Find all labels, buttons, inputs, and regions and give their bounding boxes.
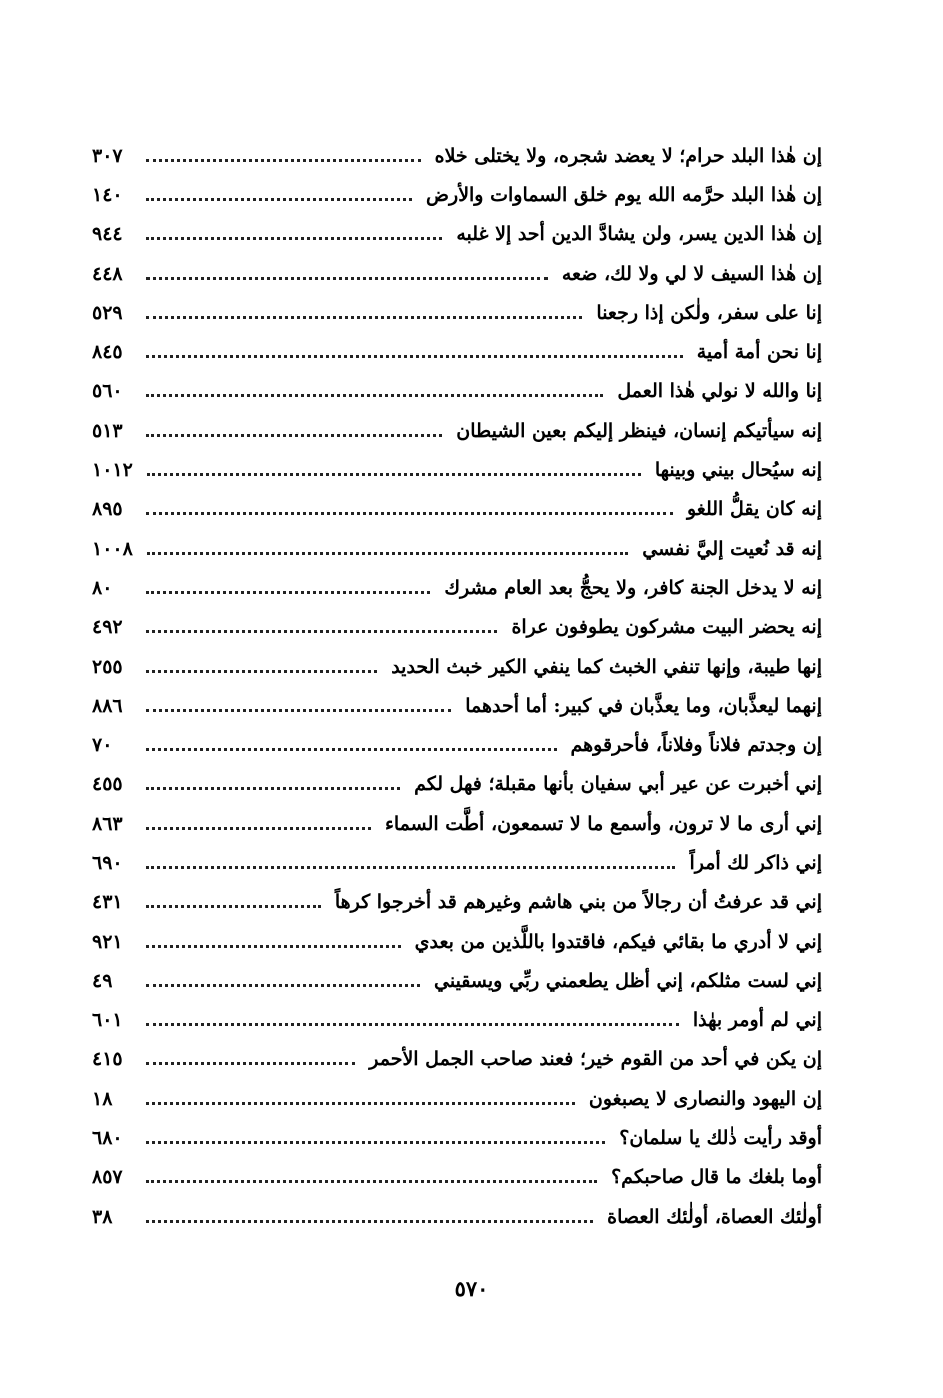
entry-page-ref: ٥٢٩	[92, 301, 123, 324]
entry-page-ref: ٦٩٠	[92, 851, 123, 874]
dot-leader	[146, 944, 401, 948]
dot-leader	[146, 747, 557, 751]
entry-page-ref: ٨٤٥	[92, 341, 123, 364]
entry-text: أوما بلغك ما قال صاحبكم؟	[611, 1166, 822, 1189]
index-entry	[92, 411, 822, 450]
index-entry	[92, 1118, 822, 1157]
dot-leader	[146, 393, 603, 397]
entry-text: إني لست مثلكم، إني أظل يطعمني ربِّي ويسقيني	[434, 969, 822, 992]
entry-text: أولٰئك العصاة، أولٰئك العصاة	[607, 1205, 822, 1228]
index-entry	[92, 1158, 822, 1197]
dot-leader	[146, 276, 548, 280]
dot-leader	[146, 354, 683, 358]
index-entry	[92, 372, 822, 411]
entry-page-ref: ٩٢١	[92, 930, 123, 953]
index-entry	[92, 883, 822, 922]
hadith-index-list	[92, 136, 822, 1236]
dot-leader	[146, 433, 442, 437]
entry-page-ref: ٢٥٥	[92, 655, 123, 678]
entry-page-ref: ٧٠	[92, 734, 113, 757]
dot-leader	[146, 826, 371, 830]
index-entry	[92, 1001, 822, 1040]
dot-leader	[146, 865, 675, 869]
dot-leader	[146, 511, 673, 515]
index-entry	[92, 686, 822, 725]
entry-text: إنه يحضر البيت مشركون يطوفون عراة	[511, 616, 822, 639]
entry-text: إنه قد نُعيت إليَّ نفسي	[642, 537, 822, 560]
index-entry	[92, 450, 822, 489]
index-entry	[92, 293, 822, 332]
dot-leader	[146, 1022, 679, 1026]
index-entry	[92, 529, 822, 568]
entry-page-ref: ٤٥٥	[92, 773, 123, 796]
entry-text: إنا نحن أمة أمية	[696, 341, 822, 364]
entry-text: إني قد عرفتُ أن رجالاً من بني هاشم وغيرهم قد أخرجوا كرهاً	[334, 891, 822, 914]
entry-text: إن يكن في أحد من القوم خير؛ فعند صاحب الجمل الأحمر	[369, 1048, 822, 1071]
page-number: ٥٧٠	[454, 1276, 489, 1301]
entry-page-ref: ٥٦٠	[92, 380, 123, 403]
entry-page-ref: ٨٨٦	[92, 694, 123, 717]
dot-leader	[146, 904, 321, 908]
index-entry	[92, 765, 822, 804]
dot-leader	[146, 1140, 605, 1144]
entry-text: إنه سيُحال بيني وبينها	[654, 459, 822, 482]
index-entry	[92, 725, 822, 764]
dot-leader	[146, 983, 420, 987]
index-entry	[92, 1079, 822, 1118]
index-entry	[92, 136, 822, 175]
dot-leader	[146, 1219, 593, 1223]
dot-leader	[146, 1061, 355, 1065]
entry-page-ref: ٣٠٧	[92, 144, 123, 167]
entry-text: إن هٰذا البلد حرام؛ لا يعضد شجره، ولا يختلى خلاه	[434, 144, 822, 167]
entry-text: إنه سيأتيكم إنسان، فينظر إليكم بعين الشيطان	[456, 419, 822, 442]
dot-leader	[146, 197, 412, 201]
entry-page-ref: ٣٨	[92, 1205, 113, 1228]
entry-text: إنا على سفر، ولٰكن إذا رجعنا	[596, 301, 822, 324]
index-entry	[92, 843, 822, 882]
entry-page-ref: ٤٩٢	[92, 616, 123, 639]
index-entry	[92, 647, 822, 686]
entry-text: إن هٰذا البلد حرَّمه الله يوم خلق السماوات والأرض	[426, 183, 822, 206]
entry-text: أوقد رأيت ذٰلك يا سلمان؟	[619, 1127, 822, 1150]
entry-text: إنهما ليعذَّبان، وما يعذَّبان في كبير: أما أحدهما	[465, 694, 822, 717]
dot-leader	[146, 786, 400, 790]
entry-text: إن هٰذا السيف لا لي ولا لك، ضعه	[561, 262, 822, 285]
entry-page-ref: ٤١٥	[92, 1048, 123, 1071]
entry-text: إني لم أومر بهٰذا	[692, 1009, 822, 1032]
entry-text: إنه كان يقلُّ اللغو	[686, 498, 822, 521]
dot-leader	[146, 669, 377, 673]
entry-page-ref: ٦٠١	[92, 1009, 123, 1032]
entry-page-ref: ٤٤٨	[92, 262, 123, 285]
index-entry	[92, 961, 822, 1000]
dot-leader	[146, 708, 451, 712]
dot-leader	[146, 629, 497, 633]
dot-leader	[147, 472, 641, 476]
entry-page-ref: ٥١٣	[92, 419, 123, 442]
index-entry	[92, 804, 822, 843]
index-entry	[92, 254, 822, 293]
index-entry	[92, 215, 822, 254]
entry-text: إني لا أدري ما بقائي فيكم، فاقتدوا باللَّذين من بعدي	[414, 930, 822, 953]
entry-page-ref: ١٠١٢	[92, 459, 133, 482]
entry-page-ref: ٨٦٣	[92, 812, 123, 835]
entry-text: إني أرى ما لا ترون، وأسمع ما لا تسمعون، أطَّت السماء	[384, 812, 822, 835]
dot-leader	[146, 1179, 597, 1183]
index-entry	[92, 922, 822, 961]
dot-leader	[146, 1101, 575, 1105]
entry-text: إني أخبرت عن عير أبي سفيان بأنها مقبلة؛ فهل لكم	[414, 773, 822, 796]
dot-leader	[146, 315, 582, 319]
entry-page-ref: ٨٠	[92, 576, 113, 599]
entry-page-ref: ١٠٠٨	[92, 537, 133, 560]
index-entry	[92, 608, 822, 647]
dot-leader	[147, 551, 628, 555]
index-entry	[92, 332, 822, 371]
index-entry	[92, 175, 822, 214]
entry-page-ref: ٩٤٤	[92, 223, 123, 246]
entry-text: إنا والله لا نولي هٰذا العمل	[617, 380, 822, 403]
index-entry	[92, 568, 822, 607]
entry-text: إنه لا يدخل الجنة كافر، ولا يحجُّ بعد العام مشرك	[444, 576, 822, 599]
entry-text: إن هٰذا الدين يسر، ولن يشادَّ الدين أحد إلا غلبه	[456, 223, 822, 246]
entry-page-ref: ١٨	[92, 1087, 113, 1110]
entry-page-ref: ٤٣١	[92, 891, 123, 914]
entry-page-ref: ٤٩	[92, 969, 113, 992]
index-entry	[92, 1197, 822, 1236]
entry-text: إن وجدتم فلاناً وفلاناً، فأحرقوهم	[570, 734, 822, 757]
entry-text: إنها طيبة، وإنها تنفي الخبث كما ينفي الكير خبث الحديد	[391, 655, 822, 678]
entry-text: إني ذاكر لك أمراً	[689, 851, 822, 874]
entry-page-ref: ٦٨٠	[92, 1127, 123, 1150]
entry-page-ref: ٨٩٥	[92, 498, 123, 521]
entry-page-ref: ٨٥٧	[92, 1166, 123, 1189]
entry-page-ref: ١٤٠	[92, 183, 123, 206]
index-entry	[92, 1040, 822, 1079]
dot-leader	[146, 158, 421, 162]
entry-text: إن اليهود والنصارى لا يصبغون	[588, 1087, 822, 1110]
dot-leader	[146, 590, 430, 594]
dot-leader	[146, 236, 442, 240]
index-entry	[92, 490, 822, 529]
